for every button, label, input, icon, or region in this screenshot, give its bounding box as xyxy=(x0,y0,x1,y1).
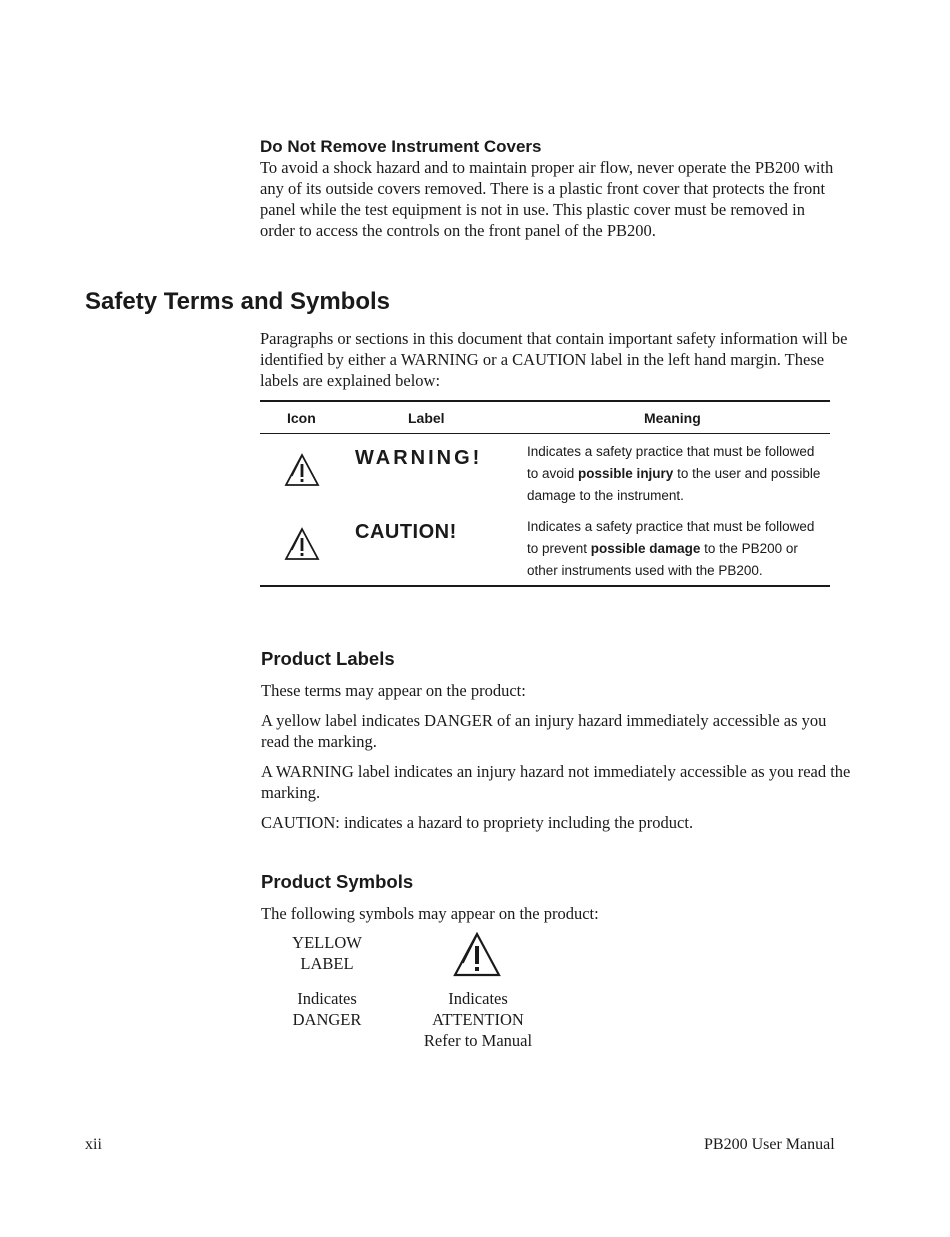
column-header-icon: Icon xyxy=(287,410,316,426)
yellow-label-line-1: YELLOW xyxy=(292,933,362,952)
product-labels-heading: Product Labels xyxy=(261,648,395,669)
table-bottom-rule xyxy=(260,585,830,587)
page-number: xii xyxy=(85,1136,102,1153)
warning-label: WARNING! xyxy=(355,447,483,469)
footer-manual-title: PB200 User Manual xyxy=(704,1136,835,1153)
yellow-label-line-2: LABEL xyxy=(300,954,354,973)
column-header-meaning: Meaning xyxy=(644,410,701,426)
product-symbols-heading: Product Symbols xyxy=(261,871,414,892)
danger-description xyxy=(277,988,377,1030)
table-header-rule xyxy=(260,433,830,434)
danger-description-line-1: Indicates xyxy=(297,989,357,1008)
product-labels-paragraph-1: These terms may appear on the product: xyxy=(261,681,526,700)
safety-section-heading: Safety Terms and Symbols xyxy=(85,288,390,315)
yellow-label-symbol xyxy=(277,932,377,974)
attention-triangle-icon xyxy=(452,932,502,978)
table-top-rule xyxy=(260,400,830,402)
column-header-label: Label xyxy=(408,410,445,426)
safety-labels-table xyxy=(260,400,830,588)
caution-label: CAUTION! xyxy=(355,521,457,543)
caution-meaning: Indicates a safety practice that must be followed to prevent possible damage to the PB200 or other instruments used with the PB200. xyxy=(527,519,815,578)
attention-description-line-2: ATTENTION xyxy=(432,1010,524,1029)
attention-description-line-3: Refer to Manual xyxy=(423,1031,533,1050)
safety-intro-paragraph: Paragraphs or sections in this document that contain important safety information will be identified by either a WARNING or a CAUTION label in the left hand margin. These labels are explained below: xyxy=(260,329,848,390)
caution-triangle-icon xyxy=(284,527,320,561)
product-labels-paragraph-3: A WARNING label indicates an injury hazard not immediately accessible as you read the marking. xyxy=(261,762,851,802)
warning-triangle-icon xyxy=(284,453,320,487)
attention-description-line-1: Indicates xyxy=(448,989,508,1008)
product-labels-paragraph-4: CAUTION: indicates a hazard to propriety including the product. xyxy=(261,813,694,832)
warning-meaning: Indicates a safety practice that must be followed to avoid possible injury to the user and possible damage to the instrument. xyxy=(527,444,821,503)
covers-heading: Do Not Remove Instrument Covers xyxy=(260,137,542,156)
attention-description xyxy=(408,988,548,1051)
danger-description-line-2: DANGER xyxy=(292,1010,362,1029)
covers-paragraph: To avoid a shock hazard and to maintain proper air flow, never operate the PB200 with any of its outside covers removed. There is a plastic front cover that protects the front panel while the test equipment is not in use. This plastic cover must be removed in order to access the controls on the front panel of the PB200. xyxy=(260,158,834,240)
product-symbols-paragraph: The following symbols may appear on the product: xyxy=(261,904,599,923)
product-labels-paragraph-2: A yellow label indicates DANGER of an injury hazard immediately accessible as you read the marking. xyxy=(261,711,827,751)
